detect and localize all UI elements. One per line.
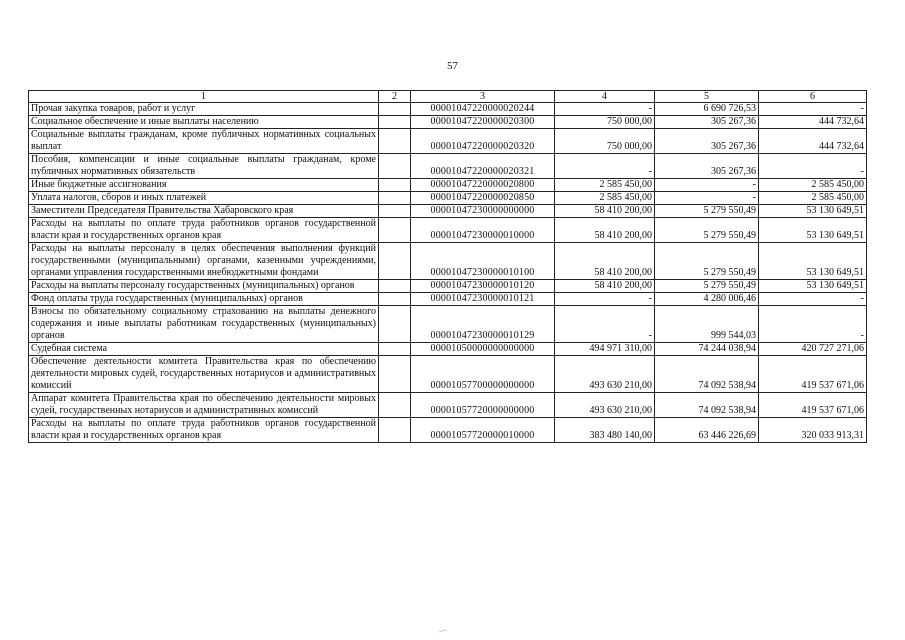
row-col5-cell: 6 690 726,53 <box>655 103 759 116</box>
row-col6-cell: 53 130 649,51 <box>759 205 867 218</box>
row-code-cell: 00001047220000020244 <box>411 103 555 116</box>
row-col5-cell: 4 280 006,46 <box>655 293 759 306</box>
table-row <box>29 154 867 179</box>
row-code-cell: 00001050000000000000 <box>411 343 555 356</box>
row-col4-cell: 58 410 200,00 <box>555 205 655 218</box>
row-col6-cell: 53 130 649,51 <box>759 243 867 280</box>
row-col4-cell: - <box>555 103 655 116</box>
row-name-cell: Социальные выплаты гражданам, кроме публичных нормативных социальных выплат <box>29 129 379 154</box>
row-col5-cell: 63 446 226,69 <box>655 418 759 443</box>
row-col5-cell: 74 092 538,94 <box>655 393 759 418</box>
row-col2-cell <box>379 243 411 280</box>
header-cell: 2 <box>379 91 411 103</box>
row-col4-cell: 58 410 200,00 <box>555 243 655 280</box>
table-row <box>29 205 867 218</box>
table-row <box>29 192 867 205</box>
row-col4-cell: 493 630 210,00 <box>555 393 655 418</box>
row-col6-cell: - <box>759 306 867 343</box>
row-col6-cell: 419 537 671,06 <box>759 356 867 393</box>
row-col2-cell <box>379 116 411 129</box>
table-row <box>29 356 867 393</box>
row-code-cell: 00001057720000010000 <box>411 418 555 443</box>
header-cell: 5 <box>655 91 759 103</box>
row-col5-cell: - <box>655 179 759 192</box>
row-col2-cell <box>379 218 411 243</box>
row-col2-cell <box>379 293 411 306</box>
row-col6-cell: 53 130 649,51 <box>759 280 867 293</box>
row-name-cell: Расходы на выплаты персоналу государственных (муниципальных) органов <box>29 280 379 293</box>
table-row <box>29 343 867 356</box>
header-cell: 4 <box>555 91 655 103</box>
row-col6-cell: 320 033 913,31 <box>759 418 867 443</box>
row-col2-cell <box>379 129 411 154</box>
page-number: 57 <box>447 60 458 72</box>
table-row <box>29 293 867 306</box>
row-col6-cell: - <box>759 293 867 306</box>
row-col4-cell: - <box>555 306 655 343</box>
table-row <box>29 393 867 418</box>
row-code-cell: 00001047220000020800 <box>411 179 555 192</box>
row-col4-cell: 494 971 310,00 <box>555 343 655 356</box>
table-row <box>29 243 867 280</box>
row-col5-cell: 5 279 550,49 <box>655 205 759 218</box>
row-name-cell: Социальное обеспечение и иные выплаты населению <box>29 116 379 129</box>
table-row <box>29 418 867 443</box>
budget-table <box>28 90 867 443</box>
row-col4-cell: 2 585 450,00 <box>555 179 655 192</box>
row-col5-cell: 305 267,36 <box>655 116 759 129</box>
row-name-cell: Расходы на выплаты по оплате труда работников органов государственной власти края и государственных органов края <box>29 418 379 443</box>
table-row <box>29 129 867 154</box>
header-cell: 1 <box>29 91 379 103</box>
row-col5-cell: - <box>655 192 759 205</box>
row-col4-cell: 493 630 210,00 <box>555 356 655 393</box>
row-col2-cell <box>379 356 411 393</box>
row-col2-cell <box>379 179 411 192</box>
table-row <box>29 280 867 293</box>
row-code-cell: 00001047230000000000 <box>411 205 555 218</box>
header-cell: 3 <box>411 91 555 103</box>
row-col4-cell: - <box>555 154 655 179</box>
row-col6-cell: 420 727 271,06 <box>759 343 867 356</box>
table-header-row <box>29 91 867 103</box>
row-name-cell: Расходы на выплаты по оплате труда работников органов государственной власти края и государственных органов края <box>29 218 379 243</box>
table-row <box>29 218 867 243</box>
row-code-cell: 00001057720000000000 <box>411 393 555 418</box>
table-row <box>29 103 867 116</box>
row-code-cell: 00001047230000010000 <box>411 218 555 243</box>
row-code-cell: 00001047230000010129 <box>411 306 555 343</box>
row-col5-cell: 74 244 038,94 <box>655 343 759 356</box>
row-col6-cell: - <box>759 103 867 116</box>
row-col6-cell: 419 537 671,06 <box>759 393 867 418</box>
row-col2-cell <box>379 192 411 205</box>
row-col4-cell: 58 410 200,00 <box>555 280 655 293</box>
header-cell: 6 <box>759 91 867 103</box>
row-col4-cell: 2 585 450,00 <box>555 192 655 205</box>
row-col2-cell <box>379 154 411 179</box>
row-col6-cell: 444 732,64 <box>759 116 867 129</box>
table-row <box>29 116 867 129</box>
row-col5-cell: 5 279 550,49 <box>655 218 759 243</box>
row-col5-cell: 5 279 550,49 <box>655 243 759 280</box>
row-col6-cell: - <box>759 154 867 179</box>
scan-speck <box>438 628 448 634</box>
row-name-cell: Взносы по обязательному социальному страхованию на выплаты денежного содержания и иные выплаты работникам государственных (муниципальных) органов <box>29 306 379 343</box>
row-col6-cell: 2 585 450,00 <box>759 179 867 192</box>
row-col4-cell: 750 000,00 <box>555 129 655 154</box>
row-name-cell: Судебная система <box>29 343 379 356</box>
row-col2-cell <box>379 280 411 293</box>
row-code-cell: 00001047220000020300 <box>411 116 555 129</box>
row-col6-cell: 2 585 450,00 <box>759 192 867 205</box>
row-name-cell: Уплата налогов, сборов и иных платежей <box>29 192 379 205</box>
row-code-cell: 00001047220000020321 <box>411 154 555 179</box>
row-code-cell: 00001047220000020850 <box>411 192 555 205</box>
row-name-cell: Прочая закупка товаров, работ и услуг <box>29 103 379 116</box>
row-name-cell: Заместители Председателя Правительства Хабаровского края <box>29 205 379 218</box>
row-code-cell: 00001047230000010121 <box>411 293 555 306</box>
row-name-cell: Обеспечение деятельности комитета Правительства края по обеспечению деятельности мировых судей, государственных нотариусов и административных комиссий <box>29 356 379 393</box>
row-col2-cell <box>379 393 411 418</box>
row-col6-cell: 53 130 649,51 <box>759 218 867 243</box>
row-code-cell: 00001047220000020320 <box>411 129 555 154</box>
row-col5-cell: 74 092 538,94 <box>655 356 759 393</box>
row-col4-cell: 383 480 140,00 <box>555 418 655 443</box>
row-code-cell: 00001047230000010120 <box>411 280 555 293</box>
row-col4-cell: 58 410 200,00 <box>555 218 655 243</box>
row-col6-cell: 444 732,64 <box>759 129 867 154</box>
row-name-cell: Иные бюджетные ассигнования <box>29 179 379 192</box>
row-col5-cell: 305 267,36 <box>655 154 759 179</box>
row-name-cell: Расходы на выплаты персоналу в целях обеспечения выполнения функций государственными (муниципальными) органами, казенными учреждениями, органами управления государственными внебюджетными фондами <box>29 243 379 280</box>
row-col2-cell <box>379 418 411 443</box>
row-name-cell: Фонд оплаты труда государственных (муниципальных) органов <box>29 293 379 306</box>
row-code-cell: 00001047230000010100 <box>411 243 555 280</box>
row-col5-cell: 999 544,03 <box>655 306 759 343</box>
row-col5-cell: 5 279 550,49 <box>655 280 759 293</box>
row-col5-cell: 305 267,36 <box>655 129 759 154</box>
row-col4-cell: - <box>555 293 655 306</box>
row-code-cell: 00001057700000000000 <box>411 356 555 393</box>
row-col2-cell <box>379 103 411 116</box>
row-name-cell: Аппарат комитета Правительства края по обеспечению деятельности мировых судей, государственных нотариусов и административных комиссий <box>29 393 379 418</box>
row-col2-cell <box>379 205 411 218</box>
table-row <box>29 179 867 192</box>
row-col2-cell <box>379 306 411 343</box>
table-row <box>29 306 867 343</box>
row-col2-cell <box>379 343 411 356</box>
row-name-cell: Пособия, компенсации и иные социальные выплаты гражданам, кроме публичных нормативных обязательств <box>29 154 379 179</box>
row-col4-cell: 750 000,00 <box>555 116 655 129</box>
